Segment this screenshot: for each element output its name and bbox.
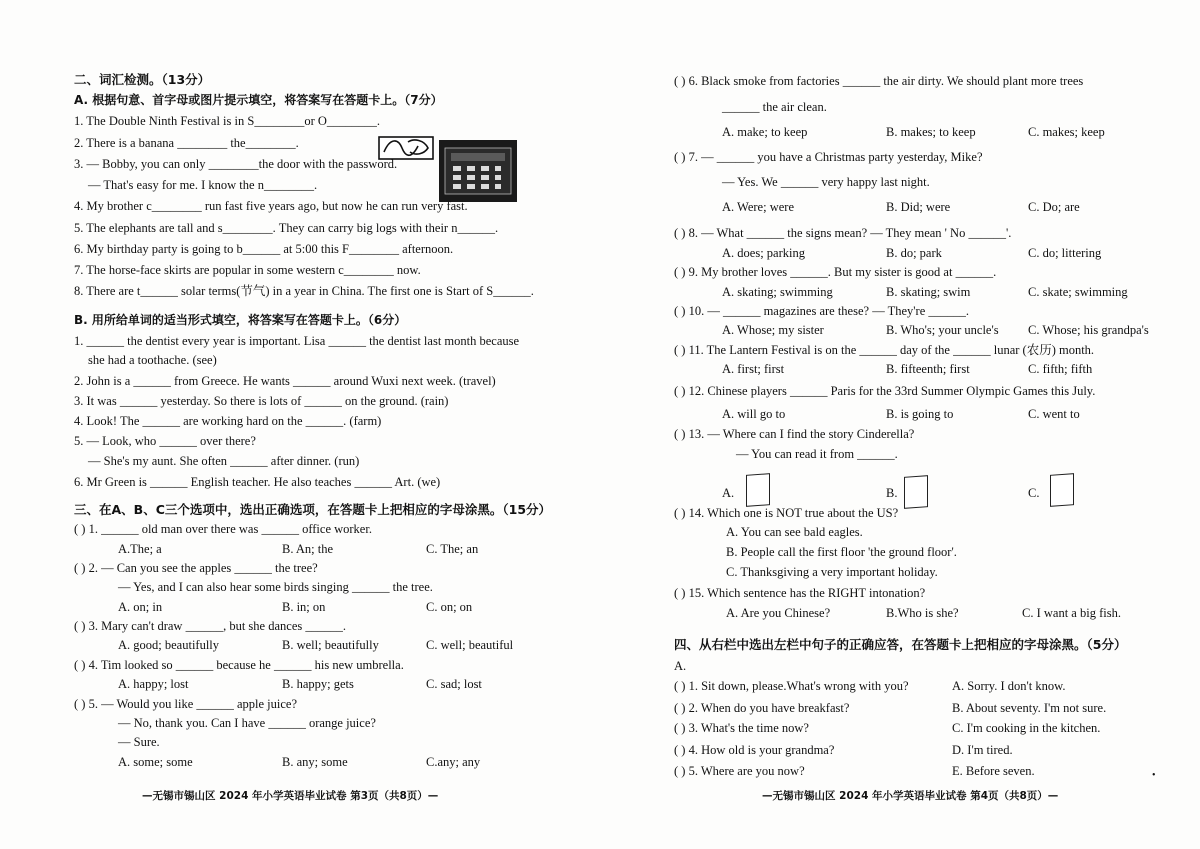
left-line-28: B. in; on <box>282 600 326 614</box>
right-line-17: C. skate; swimming <box>1028 285 1128 299</box>
right-line-8: B. Did; were <box>886 200 951 214</box>
left-line-11: B. 用所给单词的适当形式填空，将答案写在答题卡上。（6分） <box>74 313 407 327</box>
left-line-22: A.The; a <box>118 542 162 556</box>
left-line-12: 1. ______ the dentist every year is important. Lisa ______ the dentist last month because <box>74 334 520 348</box>
right-line-19: A. Whose; my sister <box>722 323 824 337</box>
left-line-14: 2. John is a ______ from Greece. He wants ______ around Wuxi next week. (travel) <box>74 374 496 388</box>
right-line-1: ______ the air clean. <box>722 100 827 114</box>
right-line-22: ( ) 11. The Lantern Festival is on the ______ day of the ______ lunar (农历) month. <box>674 343 1095 357</box>
right-line-24: B. fifteenth; first <box>886 362 970 376</box>
right-line-35: ( ) 14. Which one is NOT true about the US? <box>674 506 899 520</box>
left-line-25: ( ) 2. — Can you see the apples ______ the tree? <box>74 561 318 575</box>
right-line-38: C. Thanksgiving a very important holiday. <box>726 565 938 579</box>
right-line-39: ( ) 15. Which sentence has the RIGHT intonation? <box>674 586 926 600</box>
left-line-38: ( ) 5. — Would you like ______ apple juice? <box>74 697 298 711</box>
left-line-39: — No, thank you. Can I have ______ orange juice? <box>118 716 376 730</box>
right-line-3: B. makes; to keep <box>886 125 976 139</box>
right-line-16: B. skating; swim <box>886 285 971 299</box>
left-line-23: B. An; the <box>282 542 334 556</box>
right-line-2: A. make; to keep <box>722 125 808 139</box>
book-picture-c <box>1050 473 1074 507</box>
left-line-7: 5. The elephants are tall and s________. They can carry big logs with their n______. <box>74 221 499 235</box>
right-line-33: B. <box>886 486 898 500</box>
left-line-37: C. sad; lost <box>426 677 482 691</box>
right-line-10: ( ) 8. — What ______ the signs mean? — They mean ' No ______'. <box>674 226 1012 240</box>
right-line-18: ( ) 10. — ______ magazines are these? — They're ______. <box>674 304 969 318</box>
right-line-36: A. You can see bald eagles. <box>726 525 863 539</box>
right-line-48: B. About seventy. I'm not sure. <box>952 701 1107 715</box>
left-line-13: she had a toothache. (see) <box>88 353 217 367</box>
left-line-19: 6. Mr Green is ______ English teacher. He also teaches ______ Art. (we) <box>74 475 441 489</box>
right-line-13: C. do; littering <box>1028 246 1102 260</box>
left-line-15: 3. It was ______ yesterday. So there is lots of ______ on the ground. (rain) <box>74 394 449 408</box>
right-line-29: C. went to <box>1028 407 1080 421</box>
right-line-0: ( ) 6. Black smoke from factories ______ the air dirty. We should plant more trees <box>674 74 1084 88</box>
right-line-43: 四、从右栏中选出左栏中句子的正确应答，在答题卡上把相应的字母涂黑。（5分） <box>674 637 1127 652</box>
left-line-20: 三、在A、B、C三个选项中，选出正确选项，在答题卡上把相应的字母涂黑。（15分） <box>74 502 552 517</box>
right-line-42: C. I want a big fish. <box>1022 606 1121 620</box>
right-line-14: ( ) 9. My brother loves ______. But my sister is good at ______. <box>674 265 997 279</box>
left-line-30: ( ) 3. Mary can't draw ______, but she dances ______. <box>74 619 346 633</box>
left-line-17: 5. — Look, who ______ over there? <box>74 434 256 448</box>
right-line-20: B. Who's; your uncle's <box>886 323 999 337</box>
right-line-12: B. do; park <box>886 246 942 260</box>
page-3 <box>74 0 584 849</box>
right-line-34: C. <box>1028 486 1040 500</box>
right-line-47: ( ) 2. When do you have breakfast? <box>674 701 850 715</box>
right-line-26: ( ) 12. Chinese players ______ Paris for the 33rd Summer Olympic Games this July. <box>674 384 1096 398</box>
right-line-31: — You can read it from ______. <box>736 447 898 461</box>
right-line-6: — Yes. We ______ very happy last night. <box>722 175 930 189</box>
left-line-0: 二、词汇检测。（13分） <box>74 72 211 87</box>
left-line-9: 7. The horse-face skirts are popular in some western c________ now. <box>74 263 421 277</box>
right-line-37: B. People call the first floor 'the ground floor'. <box>726 545 957 559</box>
right-line-54: E. Before seven. <box>952 764 1035 778</box>
keypad-picture <box>439 140 517 202</box>
right-line-15: A. skating; swimming <box>722 285 833 299</box>
left-line-18: — She's my aunt. She often ______ after dinner. (run) <box>88 454 360 468</box>
book-picture-a <box>746 473 770 507</box>
book-picture-b <box>904 475 928 509</box>
right-line-49: ( ) 3. What's the time now? <box>674 721 809 735</box>
left-line-32: B. well; beautifully <box>282 638 379 652</box>
right-line-30: ( ) 13. — Where can I find the story Cinderella? <box>674 427 915 441</box>
left-line-36: B. happy; gets <box>282 677 354 691</box>
left-line-10: 8. There are t______ solar terms(节气) in a year in China. The first one is Start of S______. <box>74 284 534 298</box>
right-line-44: A. <box>674 659 687 673</box>
left-line-24: C. The; an <box>426 542 479 556</box>
stray-mark: • <box>1152 770 1156 781</box>
left-line-2: 1. The Double Ninth Festival is in S________or O________. <box>74 114 381 128</box>
right-line-51: ( ) 4. How old is your grandma? <box>674 743 835 757</box>
right-line-32: A. <box>722 486 735 500</box>
left-line-5: — That's easy for me. I know the n________. <box>88 178 318 192</box>
left-line-1: A. 根据句意、首字母或图片提示填空，将答案写在答题卡上。（7分） <box>74 93 443 107</box>
left-line-31: A. good; beautifully <box>118 638 220 652</box>
right-line-40: A. Are you Chinese? <box>726 606 831 620</box>
left-line-40: — Sure. <box>118 735 160 749</box>
right-line-7: A. Were; were <box>722 200 794 214</box>
right-line-53: ( ) 5. Where are you now? <box>674 764 805 778</box>
left-line-3: 2. There is a banana ________ the________. <box>74 136 299 150</box>
right-line-50: C. I'm cooking in the kitchen. <box>952 721 1101 735</box>
left-line-21: ( ) 1. ______ old man over there was ______ office worker. <box>74 522 372 536</box>
left-line-42: B. any; some <box>282 755 348 769</box>
page-4 <box>674 0 1174 849</box>
left-line-41: A. some; some <box>118 755 193 769</box>
right-line-4: C. makes; keep <box>1028 125 1105 139</box>
left-line-29: C. on; on <box>426 600 473 614</box>
left-line-33: C. well; beautiful <box>426 638 514 652</box>
left-line-8: 6. My birthday party is going to b______ at 5:00 this F________ afternoon. <box>74 242 454 256</box>
left-line-6: 4. My brother c________ run fast five years ago, but now he can run very fast. <box>74 199 468 213</box>
right-line-46: A. Sorry. I don't know. <box>952 679 1066 693</box>
page-3-footer: —无锡市锡山区 2024 年小学英语毕业试卷 第3页（共8页）— <box>142 790 439 802</box>
left-line-16: 4. Look! The ______ are working hard on the ______. (farm) <box>74 414 382 428</box>
right-line-27: A. will go to <box>722 407 786 421</box>
left-line-34: ( ) 4. Tim looked so ______ because he ______ his new umbrella. <box>74 658 404 672</box>
right-line-23: A. first; first <box>722 362 785 376</box>
left-line-43: C.any; any <box>426 755 481 769</box>
right-line-41: B.Who is she? <box>886 606 959 620</box>
left-line-26: — Yes, and I can also hear some birds singing ______ the tree. <box>118 580 433 594</box>
left-line-35: A. happy; lost <box>118 677 189 691</box>
right-line-45: ( ) 1. Sit down, please.What's wrong with you? <box>674 679 909 693</box>
right-line-21: C. Whose; his grandpa's <box>1028 323 1149 337</box>
page-4-footer: —无锡市锡山区 2024 年小学英语毕业试卷 第4页（共8页）— <box>762 790 1059 802</box>
right-line-5: ( ) 7. — ______ you have a Christmas party yesterday, Mike? <box>674 150 983 164</box>
right-line-11: A. does; parking <box>722 246 805 260</box>
left-line-4: 3. — Bobby, you can only ________the door with the password. <box>74 157 398 171</box>
right-line-28: B. is going to <box>886 407 954 421</box>
right-line-25: C. fifth; fifth <box>1028 362 1093 376</box>
right-line-52: D. I'm tired. <box>952 743 1013 757</box>
left-line-27: A. on; in <box>118 600 163 614</box>
right-line-9: C. Do; are <box>1028 200 1080 214</box>
